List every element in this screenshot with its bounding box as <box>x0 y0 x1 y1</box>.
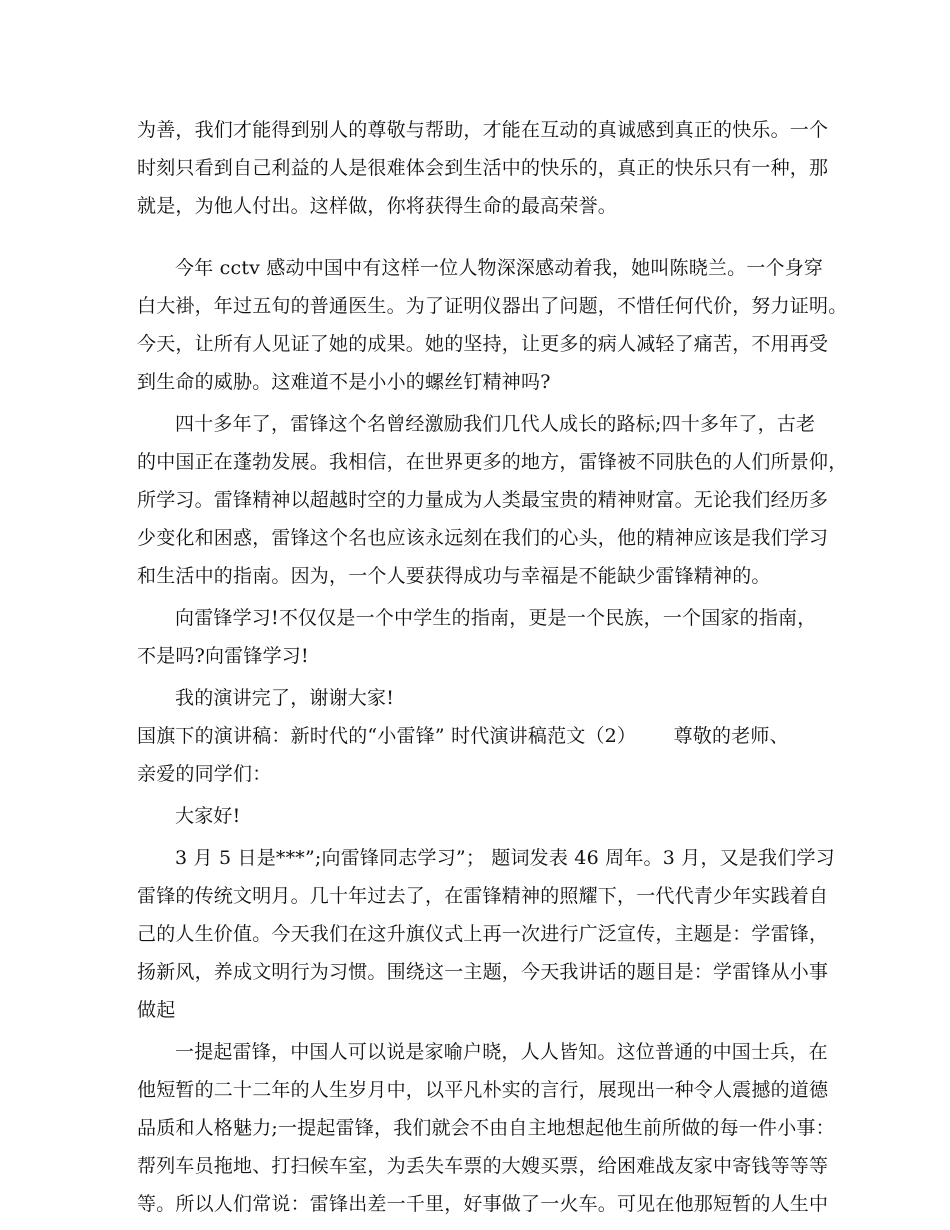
text-line-03: 就是，为他人付出。这样做，你将获得生命的最高荣誉。 <box>137 195 618 217</box>
text-line-26: 品质和人格魅力;一提起雷锋，我们就会不由自主地想起他生前所做的每一件小事： <box>137 1117 835 1139</box>
text-line-10: 所学习。雷锋精神以超越时空的力量成为人类最宝贵的精神财富。无论我们经历多 <box>137 489 829 511</box>
text-line-22: 扬新风，养成文明行为习惯。围绕这一主题，今天我讲话的题目是：学雷锋从小事 <box>137 961 829 983</box>
text-line-06: 今天，让所有人见证了她的成果。她的坚持，让更多的病人减轻了痛苦，不用再受 <box>137 333 829 355</box>
text-line-25: 他短暂的二十二年的人生岁月中，以平凡朴实的言行，展现出一种令人震撼的道德 <box>137 1079 829 1101</box>
text-line-02: 时刻只看到自己利益的人是很难体会到生活中的快乐的，真正的快乐只有一种，那 <box>137 157 829 179</box>
text-line-13: 向雷锋学习!不仅仅是一个中学生的指南，更是一个民族，一个国家的指南， <box>175 607 817 629</box>
text-line-24: 一提起雷锋，中国人可以说是家喻户晓，人人皆知。这位普通的中国士兵，在 <box>175 1041 828 1063</box>
text-line-07: 到生命的威胁。这难道不是小小的螺丝钉精神吗? <box>137 371 551 393</box>
text-line-08: 四十多年了，雷锋这个名曾经激励我们几代人成长的路标;四十多年了，古老 <box>175 413 816 435</box>
text-line-18: 大家好! <box>175 805 241 827</box>
text-line-04: 今年 cctv 感动中国中有这样一位人物深深感动着我，她叫陈晓兰。一个身穿 <box>175 257 824 279</box>
text-line-01: 为善，我们才能得到别人的尊敬与帮助，才能在互动的真诚感到真正的快乐。一个 <box>137 119 829 141</box>
text-line-20: 雷锋的传统文明月。几十年过去了，在雷锋精神的照耀下，一代代青少年实践着自 <box>137 885 829 907</box>
section-title-line: 国旗下的演讲稿：新时代的“小雷锋” 时代演讲稿范文（2） 尊敬的老师、 <box>137 725 789 747</box>
text-line-21: 己的人生价值。今天我们在这升旗仪式上再一次进行广泛宣传，主题是：学雷锋， <box>137 923 829 945</box>
text-line-28: 等。所以人们常说：雷锋出差一千里，好事做了一火车。可见在他那短暂的人生中 <box>137 1193 829 1215</box>
text-line-05: 白大褂，年过五旬的普通医生。为了证明仪器出了问题，不惜任何代价，努力证明。 <box>137 295 848 317</box>
text-line-09: 的中国正在蓬勃发展。我相信，在世界更多的地方，雷锋被不同肤色的人们所景仰， <box>137 451 848 473</box>
text-line-23: 做起 <box>137 999 176 1021</box>
text-line-19: 3 月 5 日是***”;向雷锋同志学习”； 题词发表 46 周年。3 月，又是我们学习 <box>175 847 835 869</box>
text-line-12: 和生活中的指南。因为，一个人要获得成功与幸福是不能缺少雷锋精神的。 <box>137 565 771 587</box>
text-line-27: 帮列车员拖地、打扫候车室，为丢失车票的大嫂买票，给困难战友家中寄钱等等等 <box>137 1155 829 1177</box>
text-line-15: 我的演讲完了，谢谢大家! <box>175 687 395 709</box>
text-line-14: 不是吗?向雷锋学习! <box>137 645 309 667</box>
greeting-line: 亲爱的同学们： <box>137 763 272 785</box>
text-line-11: 少变化和困惑，雷锋这个名也应该永远刻在我们的心头，他的精神应该是我们学习 <box>137 527 829 549</box>
